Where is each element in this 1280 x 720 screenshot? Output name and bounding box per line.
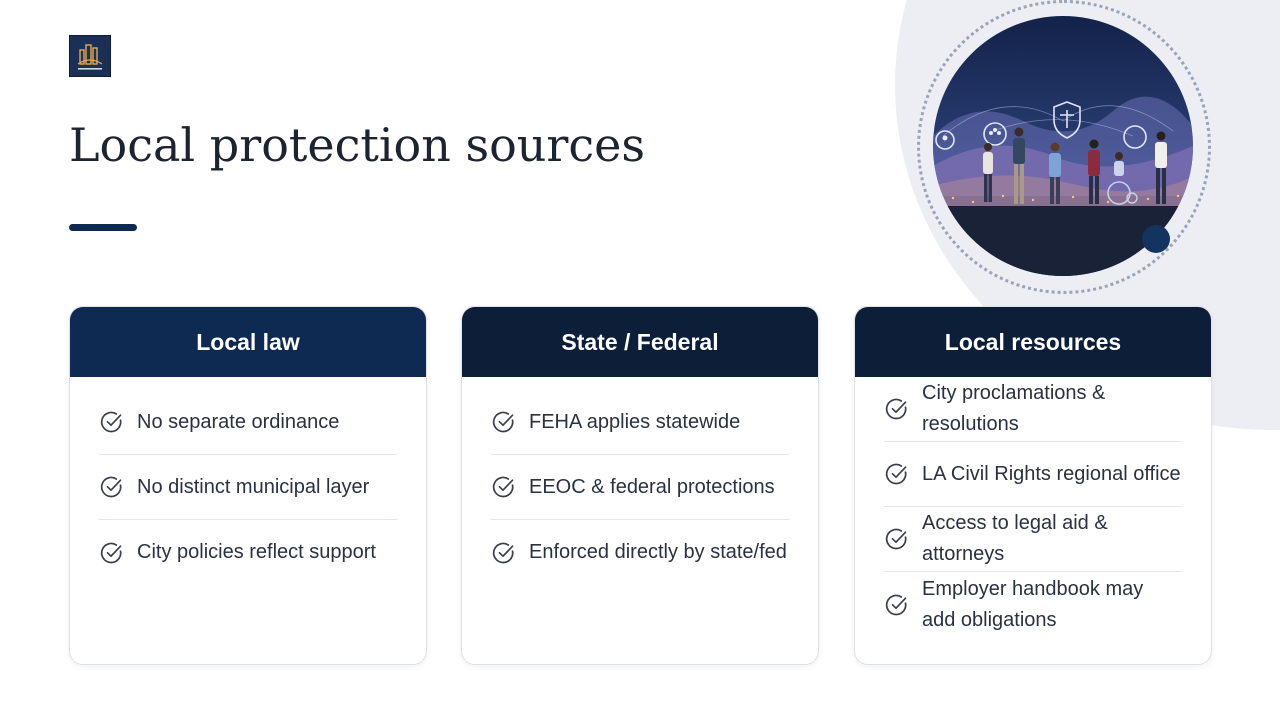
list-item: [884, 377, 1182, 442]
check-circle-icon: [99, 409, 125, 435]
list-item: [884, 507, 1182, 572]
list-item: [491, 455, 789, 520]
check-circle-icon: [491, 474, 517, 500]
item-text: Enforced directly by state/fed: [529, 541, 787, 563]
item-text: Employer handbook may add obligations: [922, 577, 1144, 631]
list-item: [99, 520, 397, 585]
company-logo: [69, 35, 111, 77]
item-text: LA Civil Rights regional office: [922, 462, 1181, 485]
check-circle-icon: [884, 461, 910, 487]
accent-dot: [1142, 225, 1170, 253]
check-circle-icon: [99, 474, 125, 500]
item-text: FEHA applies statewide: [529, 410, 741, 433]
check-circle-icon: [491, 409, 517, 435]
card-title: Local resources: [855, 307, 1211, 377]
list-item: [884, 442, 1182, 507]
list-item: [491, 520, 789, 585]
check-circle-icon: [99, 540, 125, 566]
check-circle-icon: [884, 396, 910, 422]
card-local-law: [69, 306, 427, 665]
item-text: City policies reflect support: [137, 541, 376, 563]
card-local-resources: [854, 306, 1212, 665]
item-text: EEOC & federal protections: [529, 475, 775, 498]
card-items: [855, 377, 1211, 637]
card-title: Local law: [70, 307, 426, 377]
list-item: [99, 455, 397, 520]
item-text: No distinct municipal layer: [137, 475, 370, 498]
card-items: [462, 377, 818, 585]
card-items: [70, 377, 426, 585]
card-state-federal: [461, 306, 819, 665]
list-item: [491, 390, 789, 455]
item-text: No separate ordinance: [137, 410, 340, 433]
check-circle-icon: [884, 526, 910, 552]
list-item: [884, 572, 1182, 637]
item-text: Access to legal aid & attorneys: [922, 512, 1108, 565]
check-circle-icon: [884, 592, 910, 618]
card-title: State / Federal: [462, 307, 818, 377]
page-title: Local protection sources: [69, 118, 646, 172]
building-logo-icon: [70, 36, 110, 76]
list-item: [99, 390, 397, 455]
check-circle-icon: [491, 540, 517, 566]
title-underline: [69, 224, 137, 231]
item-text: City proclamations & resolutions: [922, 382, 1106, 435]
